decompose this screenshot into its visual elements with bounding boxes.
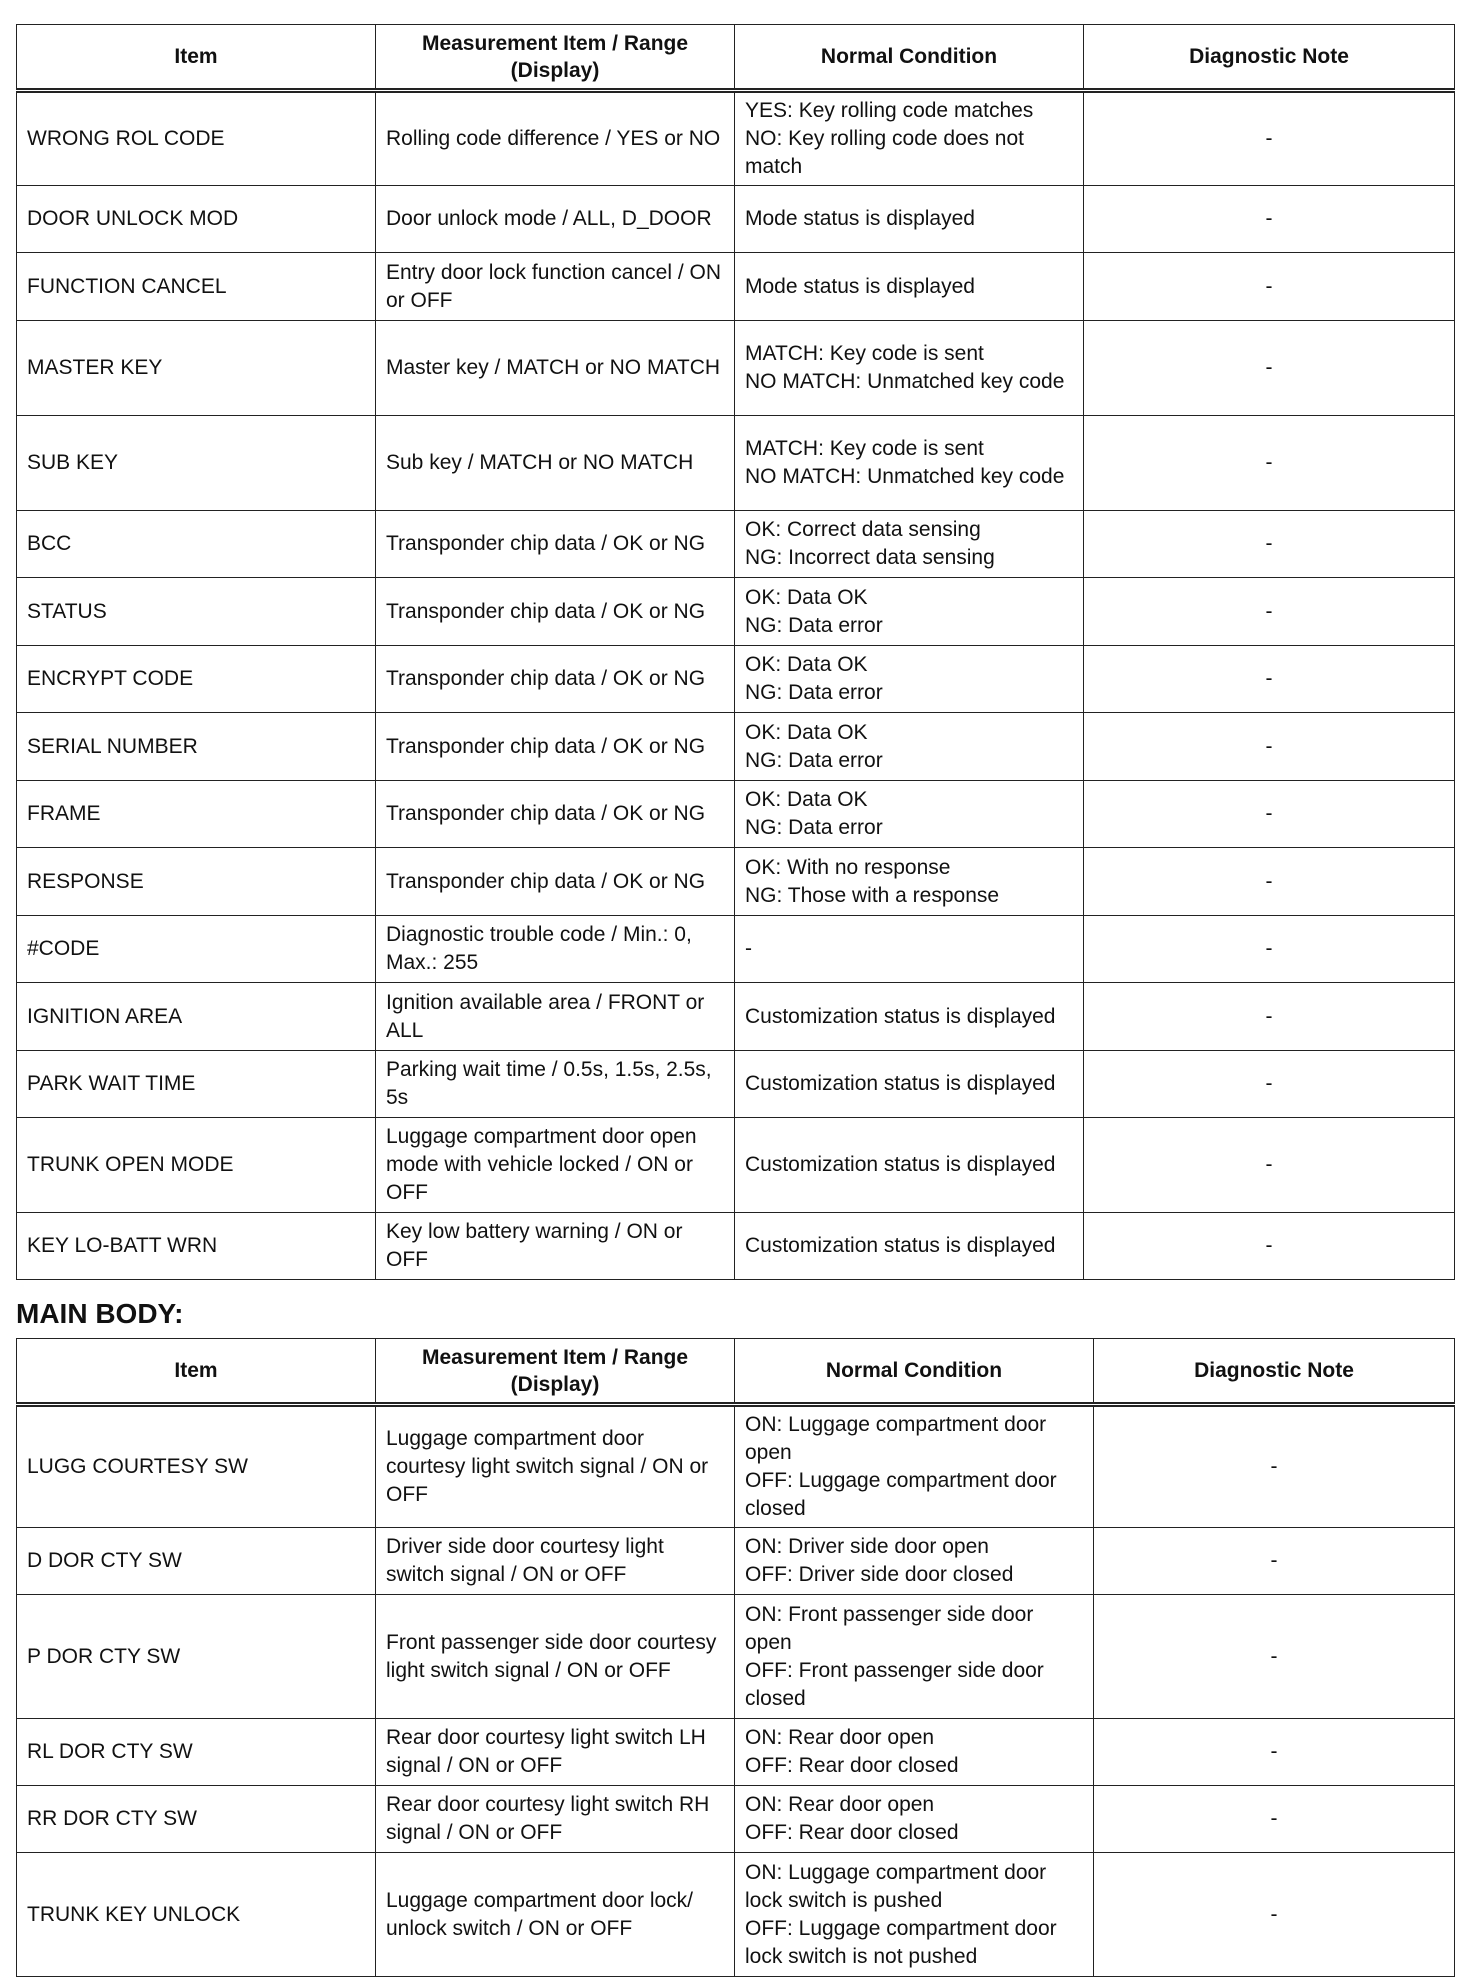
note-cell: - [1084,578,1455,646]
column-header-note: Diagnostic Note [1094,1339,1455,1405]
item-cell: LUGG COURTESY SW [17,1405,376,1528]
condition-cell: MATCH: Key code is sent NO MATCH: Unmatched key code [735,321,1084,416]
condition-cell: ON: Luggage compartment door lock switch is pushed OFF: Luggage compartment door lock switch is not pushed [735,1853,1094,1977]
note-cell: - [1084,713,1455,781]
measurement-cell: Rolling code difference / YES or NO [376,91,735,186]
measurement-cell: Transponder chip data / OK or NG [376,713,735,781]
condition-cell: Customization status is displayed [735,983,1084,1051]
measurement-cell: Parking wait time / 0.5s, 1.5s, 2.5s, 5s [376,1051,735,1118]
condition-cell: ON: Driver side door open OFF: Driver side door closed [735,1528,1094,1595]
note-cell: - [1084,983,1455,1051]
condition-cell: Mode status is displayed [735,186,1084,253]
item-cell: TRUNK OPEN MODE [17,1118,376,1213]
measurement-cell: Rear door courtesy light switch RH signal / ON or OFF [376,1786,735,1853]
condition-cell: MATCH: Key code is sent NO MATCH: Unmatched key code [735,416,1084,511]
item-cell: BCC [17,511,376,578]
condition-cell: ON: Luggage compartment door open OFF: Luggage compartment door closed [735,1405,1094,1528]
note-cell: - [1084,1213,1455,1280]
table-row [17,1213,1455,1280]
condition-cell: ON: Rear door open OFF: Rear door closed [735,1786,1094,1853]
note-cell: - [1094,1786,1455,1853]
note-cell: - [1084,916,1455,983]
measurement-cell: Key low battery warning / ON or OFF [376,1213,735,1280]
item-cell: STATUS [17,578,376,646]
table-row [17,781,1455,848]
measurement-cell: Driver side door courtesy light switch signal / ON or OFF [376,1528,735,1595]
item-cell: SUB KEY [17,416,376,511]
condition-cell: ON: Rear door open OFF: Rear door closed [735,1719,1094,1786]
table-row [17,646,1455,713]
condition-cell: - [735,916,1084,983]
table-row [17,186,1455,253]
measurement-cell: Door unlock mode / ALL, D_DOOR [376,186,735,253]
note-cell: - [1094,1405,1455,1528]
note-cell: - [1084,848,1455,916]
item-cell: WRONG ROL CODE [17,91,376,186]
table-row [17,321,1455,416]
table-row [17,713,1455,781]
condition-cell: ON: Front passenger side door open OFF: Front passenger side door closed [735,1595,1094,1719]
measurement-cell: Entry door lock function cancel / ON or OFF [376,253,735,321]
note-cell: - [1094,1853,1455,1977]
measurement-cell: Diagnostic trouble code / Min.: 0, Max.: 255 [376,916,735,983]
item-cell: RL DOR CTY SW [17,1719,376,1786]
measurement-cell: Master key / MATCH or NO MATCH [376,321,735,416]
measurement-cell: Front passenger side door courtesy light switch signal / ON or OFF [376,1595,735,1719]
note-cell: - [1084,253,1455,321]
item-cell: #CODE [17,916,376,983]
item-cell: PARK WAIT TIME [17,1051,376,1118]
note-cell: - [1094,1719,1455,1786]
item-cell: IGNITION AREA [17,983,376,1051]
condition-cell: OK: Correct data sensing NG: Incorrect data sensing [735,511,1084,578]
table-row [17,983,1455,1051]
condition-cell: Customization status is displayed [735,1051,1084,1118]
condition-cell: Mode status is displayed [735,253,1084,321]
note-cell: - [1084,646,1455,713]
table-header-row [17,25,1455,91]
column-header-measurement: Measurement Item / Range (Display) [376,1339,735,1405]
item-cell: ENCRYPT CODE [17,646,376,713]
column-header-item: Item [17,25,376,91]
condition-cell: OK: Data OK NG: Data error [735,713,1084,781]
measurement-cell: Transponder chip data / OK or NG [376,848,735,916]
column-header-condition: Normal Condition [735,1339,1094,1405]
item-cell: DOOR UNLOCK MOD [17,186,376,253]
measurement-cell: Luggage compartment door courtesy light switch signal / ON or OFF [376,1405,735,1528]
note-cell: - [1084,1118,1455,1213]
item-cell: P DOR CTY SW [17,1595,376,1719]
smart-key-data-table [16,24,1455,1280]
table-row [17,1595,1455,1719]
measurement-cell: Transponder chip data / OK or NG [376,578,735,646]
condition-cell: OK: With no response NG: Those with a response [735,848,1084,916]
condition-cell: OK: Data OK NG: Data error [735,578,1084,646]
condition-cell: Customization status is displayed [735,1118,1084,1213]
table-row [17,1405,1455,1528]
column-header-condition: Normal Condition [735,25,1084,91]
table-row [17,1118,1455,1213]
measurement-cell: Transponder chip data / OK or NG [376,511,735,578]
table-header-row [17,1339,1455,1405]
table-row [17,1786,1455,1853]
measurement-cell: Sub key / MATCH or NO MATCH [376,416,735,511]
condition-cell: YES: Key rolling code matches NO: Key rolling code does not match [735,91,1084,186]
condition-cell: Customization status is displayed [735,1213,1084,1280]
column-header-measurement: Measurement Item / Range (Display) [376,25,735,91]
note-cell: - [1094,1595,1455,1719]
table-row [17,1528,1455,1595]
condition-cell: OK: Data OK NG: Data error [735,646,1084,713]
item-cell: FUNCTION CANCEL [17,253,376,321]
table-row [17,1051,1455,1118]
note-cell: - [1084,186,1455,253]
column-header-item: Item [17,1339,376,1405]
item-cell: MASTER KEY [17,321,376,416]
table-row [17,848,1455,916]
note-cell: - [1084,781,1455,848]
measurement-cell: Ignition available area / FRONT or ALL [376,983,735,1051]
table-row [17,91,1455,186]
table-row [17,416,1455,511]
table-row [17,578,1455,646]
item-cell: D DOR CTY SW [17,1528,376,1595]
measurement-cell: Transponder chip data / OK or NG [376,781,735,848]
measurement-cell: Luggage compartment door open mode with vehicle locked / ON or OFF [376,1118,735,1213]
condition-cell: OK: Data OK NG: Data error [735,781,1084,848]
note-cell: - [1084,321,1455,416]
table-row [17,1853,1455,1977]
column-header-note: Diagnostic Note [1084,25,1455,91]
measurement-cell: Luggage compartment door lock/ unlock switch / ON or OFF [376,1853,735,1977]
section-title-main-body: MAIN BODY: [16,1298,184,1329]
item-cell: SERIAL NUMBER [17,713,376,781]
note-cell: - [1084,1051,1455,1118]
note-cell: - [1084,91,1455,186]
item-cell: RR DOR CTY SW [17,1786,376,1853]
main-body-data-table [16,1338,1455,1977]
table-row [17,916,1455,983]
item-cell: RESPONSE [17,848,376,916]
item-cell: FRAME [17,781,376,848]
table-row [17,1719,1455,1786]
measurement-cell: Rear door courtesy light switch LH signal / ON or OFF [376,1719,735,1786]
item-cell: KEY LO-BATT WRN [17,1213,376,1280]
item-cell: TRUNK KEY UNLOCK [17,1853,376,1977]
note-cell: - [1084,511,1455,578]
note-cell: - [1084,416,1455,511]
measurement-cell: Transponder chip data / OK or NG [376,646,735,713]
note-cell: - [1094,1528,1455,1595]
table-row [17,253,1455,321]
table-row [17,511,1455,578]
